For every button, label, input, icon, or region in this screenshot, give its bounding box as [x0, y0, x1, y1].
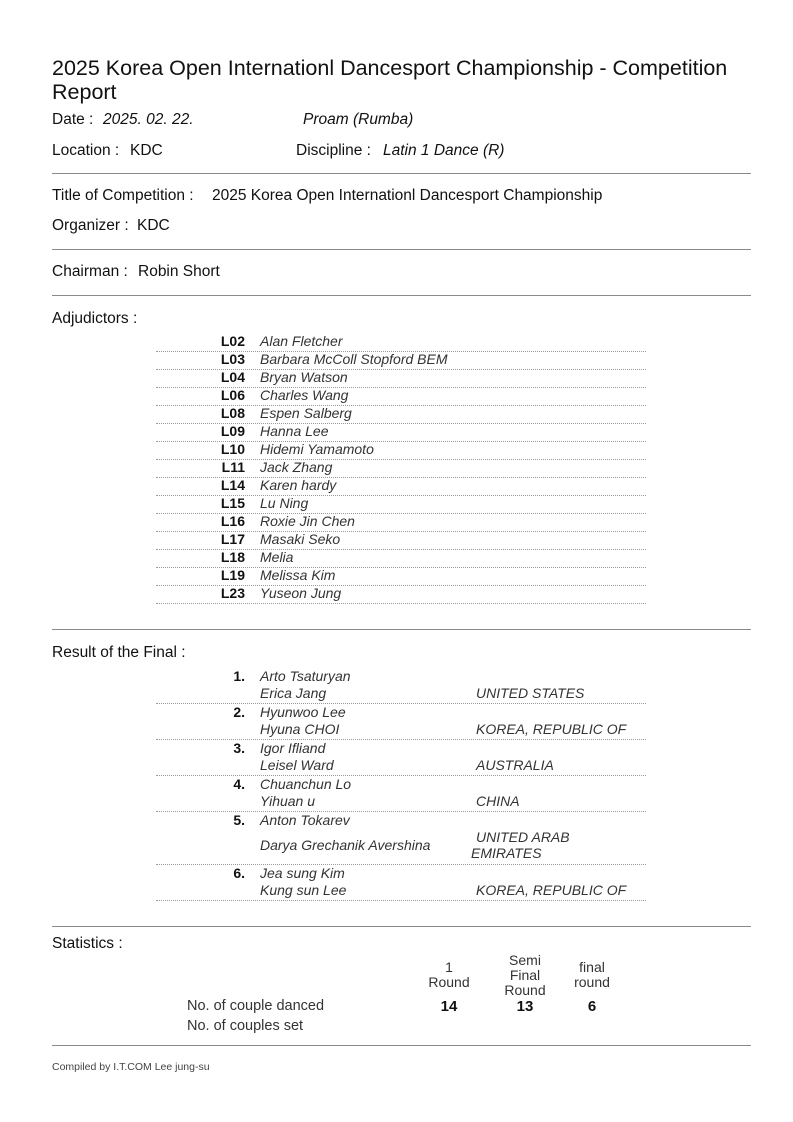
- event-name: Proam (Rumba): [303, 111, 414, 128]
- discipline-value: Latin 1 Dance (R): [383, 142, 505, 159]
- result-leader: Anton Tokarev: [260, 812, 350, 828]
- result-rank: 4.: [233, 776, 245, 792]
- result-row: [156, 812, 646, 865]
- result-partner: Leisel Ward: [260, 757, 334, 773]
- result-partner: Darya Grechanik Avershina: [260, 837, 431, 853]
- stat-col-header: [419, 960, 479, 990]
- organizer-label: Organizer :: [52, 217, 129, 234]
- adjudicator-row: [156, 405, 646, 424]
- result-row: [156, 668, 646, 704]
- adjudicator-row: [156, 333, 646, 352]
- result-rank: 5.: [233, 812, 245, 828]
- divider: [52, 249, 751, 250]
- adjudicator-name: Roxie Jin Chen: [260, 513, 355, 529]
- stat-col-line: Semi: [509, 952, 541, 968]
- result-rank: 3.: [233, 740, 245, 756]
- chairman-label: Chairman :: [52, 263, 128, 280]
- results-heading: Result of the Final :: [52, 644, 186, 661]
- divider: [52, 926, 751, 927]
- statistics-heading: Statistics :: [52, 935, 123, 952]
- adjudicator-name: Melissa Kim: [260, 567, 336, 583]
- stat-value: 6: [587, 998, 597, 1015]
- date-label: Date :: [52, 111, 94, 128]
- result-country-line1: UNITED ARAB: [476, 829, 570, 845]
- adjudicator-name: Lu Ning: [260, 495, 309, 511]
- adjudicator-code: L02: [220, 333, 245, 349]
- adjudicator-code: L16: [220, 513, 245, 529]
- competition-label: Title of Competition :: [52, 187, 194, 204]
- result-leader: Chuanchun Lo: [260, 776, 352, 792]
- result-row: [156, 776, 646, 812]
- adjudicator-code: L19: [220, 567, 245, 583]
- stat-row-label: No. of couples set: [187, 1018, 304, 1034]
- adjudicator-name: Melia: [260, 549, 294, 565]
- adjudicator-name: Karen hardy: [260, 477, 337, 493]
- location-value: KDC: [130, 142, 163, 159]
- location-label: Location :: [52, 142, 120, 159]
- result-leader: Jea sung Kim: [260, 865, 345, 881]
- stat-col-line: final: [579, 959, 605, 975]
- adjudicator-code: L03: [220, 351, 245, 367]
- adjudicator-code: L11: [221, 459, 245, 475]
- adjudicator-row: [156, 369, 646, 388]
- adjudicator-row: [156, 567, 646, 586]
- discipline-label: Discipline :: [296, 142, 371, 159]
- adjudicator-name: Bryan Watson: [260, 369, 348, 385]
- adjudicator-code: L15: [220, 495, 245, 511]
- competition-value: 2025 Korea Open Internationl Dancesport Championship: [212, 187, 603, 204]
- stat-col-header: [562, 960, 622, 990]
- result-row: [156, 704, 646, 740]
- result-partner: Kung sun Lee: [260, 882, 347, 898]
- adjudicator-row: [156, 459, 646, 478]
- stat-row-label: No. of couple danced: [187, 998, 325, 1014]
- organizer-value: KDC: [137, 217, 170, 234]
- date-value: 2025. 02. 22.: [103, 111, 194, 128]
- adjudicator-code: L17: [220, 531, 245, 547]
- adjudicator-code: L10: [220, 441, 245, 457]
- result-row: [156, 865, 646, 901]
- adjudicator-row: [156, 495, 646, 514]
- adjudicator-row: [156, 423, 646, 442]
- result-leader: Hyunwoo Lee: [260, 704, 346, 720]
- adjudicator-name: Charles Wang: [260, 387, 349, 403]
- adjudicator-row: [156, 441, 646, 460]
- stat-col-line: 1: [445, 959, 453, 975]
- adjudicator-row: [156, 585, 646, 604]
- result-country: KOREA, REPUBLIC OF: [476, 882, 627, 898]
- adjudicator-row: [156, 351, 646, 370]
- adjudicator-code: L06: [220, 387, 245, 403]
- adjudicator-code: L08: [220, 405, 245, 421]
- stat-value: 13: [516, 998, 534, 1015]
- adjudicator-code: L18: [220, 549, 245, 565]
- footer-compiled-by: Compiled by I.T.COM Lee jung-su: [52, 1061, 210, 1073]
- adjudicator-name: Alan Fletcher: [260, 333, 343, 349]
- stat-col-line: round: [574, 974, 610, 990]
- adjudicator-row: [156, 477, 646, 496]
- divider: [52, 173, 751, 174]
- result-leader: Arto Tsaturyan: [260, 668, 351, 684]
- result-country: UNITED STATES: [476, 685, 585, 701]
- result-country: AUSTRALIA: [476, 757, 554, 773]
- adjudicator-code: L14: [220, 477, 245, 493]
- stat-value: 14: [440, 998, 458, 1015]
- result-country-line2: EMIRATES: [471, 845, 542, 861]
- result-partner: Erica Jang: [260, 685, 327, 701]
- page-title: 2025 Korea Open Internationl Dancesport Championship - Competition Report: [52, 56, 728, 104]
- stat-col-line: Round: [428, 974, 470, 990]
- divider: [52, 295, 751, 296]
- stat-col-line: Final: [509, 967, 541, 983]
- result-partner: Yihuan u: [260, 793, 316, 809]
- result-rank: 6.: [233, 865, 245, 881]
- adjudicator-code: L23: [220, 585, 245, 601]
- result-leader: Igor Ifliand: [260, 740, 326, 756]
- adjudicator-row: [156, 387, 646, 406]
- result-country: KOREA, REPUBLIC OF: [476, 721, 627, 737]
- adjudicator-name: Hanna Lee: [260, 423, 329, 439]
- result-rank: 2.: [233, 704, 245, 720]
- adjudicator-row: [156, 531, 646, 550]
- chairman-value: Robin Short: [138, 263, 220, 280]
- adjudicator-row: [156, 549, 646, 568]
- result-country: CHINA: [476, 793, 520, 809]
- stat-col-line: Round: [504, 982, 546, 998]
- adjudicator-row: [156, 513, 646, 532]
- result-partner: Hyuna CHOI: [260, 721, 340, 737]
- divider: [52, 629, 751, 630]
- result-row: [156, 740, 646, 776]
- adjudicator-code: L09: [220, 423, 245, 439]
- adjudicator-code: L04: [220, 369, 245, 385]
- stat-col-header: [495, 953, 555, 998]
- adjudicator-name: Barbara McColl Stopford BEM: [260, 351, 448, 367]
- adjudicator-name: Espen Salberg: [260, 405, 352, 421]
- adjudicator-name: Yuseon Jung: [260, 585, 342, 601]
- adjudicators-heading: Adjudictors :: [52, 310, 138, 327]
- adjudicator-name: Hidemi Yamamoto: [260, 441, 374, 457]
- divider: [52, 1045, 751, 1046]
- result-rank: 1.: [233, 668, 245, 684]
- adjudicator-name: Jack Zhang: [260, 459, 333, 475]
- adjudicator-name: Masaki Seko: [260, 531, 341, 547]
